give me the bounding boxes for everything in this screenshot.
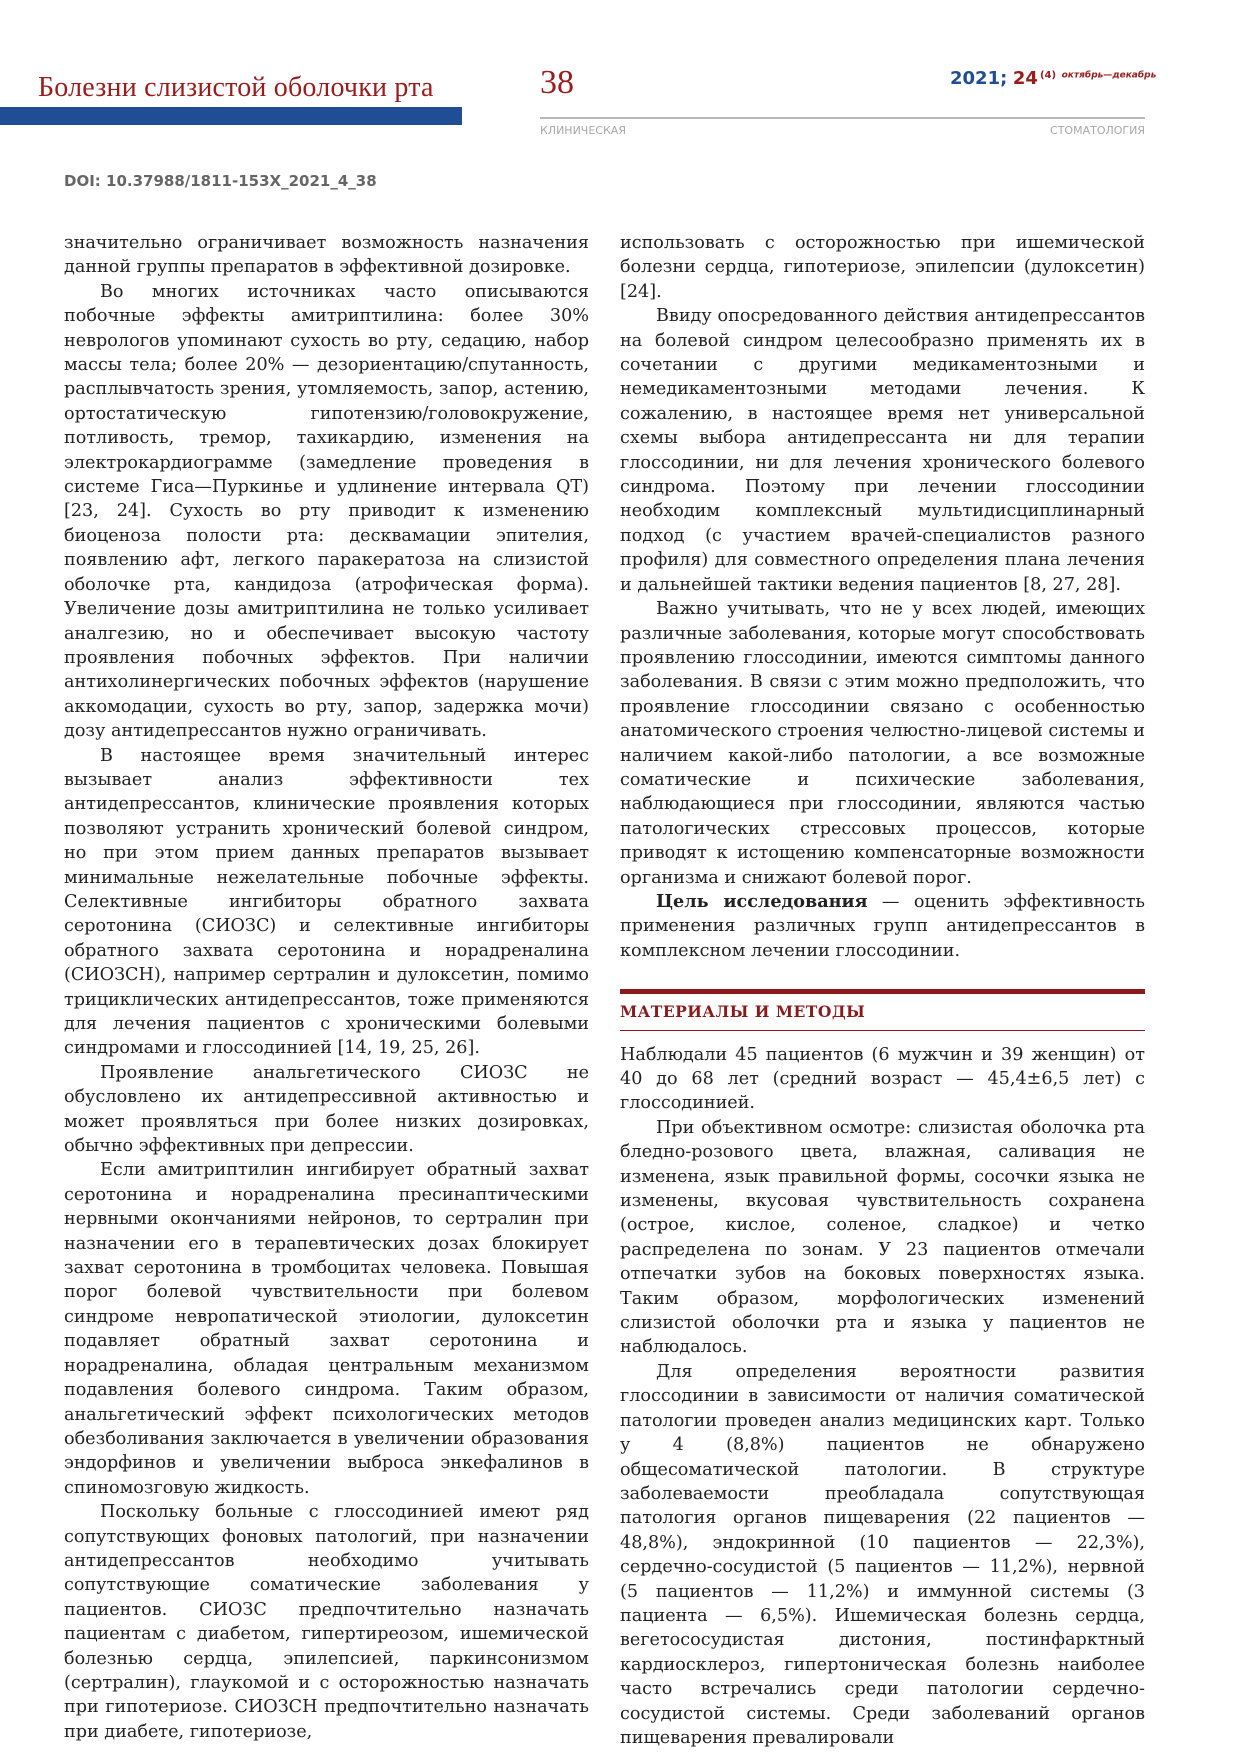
- issue-number: (4): [1039, 69, 1057, 81]
- goal-text: — оценить эффективность применения различных групп антидепрессантов в комплексном лечении глоссодинии.: [620, 891, 1146, 961]
- paragraph: Для определения вероятности развития глоссодинии в зависимости от наличия соматической патологии проведен анализ медицинских карт. Только у 4 (8,8%) пациентов не обнаружено общесоматической патологии. В структуре заболеваемости преобладала сопутствующая патология органов пищеварения (22 пациентов — 48,8%), эндокринной (10 пациентов — 22,3%), сердечно-сосудистой (5 пациентов — 11,2%), нервной (5 пациентов — 11,2%) и иммунной системы (3 пациента — 6,5%). Ишемическая болезнь сердца, вегетососудистая дистония, постинфарктный кардиосклероз, гипертоническая болезнь наиболее часто встречались среди патологии сердечно-сосудистой системы. Среди заболеваний органов пищеварения превалировали: [620, 1361, 1145, 1748]
- issue-info: [950, 68, 1156, 89]
- right-column: [620, 231, 1145, 1750]
- paragraph: Наблюдали 45 пациентов (6 мужчин и 39 женщин) от 40 до 68 лет (средний возраст — 45,4±6,5 лет) с глоссодинией.: [620, 1044, 1145, 1114]
- section-title: Болезни слизистой оболочки рта: [38, 72, 434, 103]
- left-column: [64, 231, 589, 1744]
- heading-underline: [620, 1030, 1145, 1031]
- materials-title: МАТЕРИАЛЫ И МЕТОДЫ: [620, 1002, 866, 1022]
- goal-label: Цель исследования: [656, 890, 868, 912]
- paragraph: При объективном осмотре: слизистая оболочка рта бледно-розового цвета, влажная, саливация не изменена, язык правильной формы, сосочки языка не изменены, вкусовая чувствительность сохранена (острое, кислое, соленое, сладкое) и четко распределена по зонам. У 23 пациентов отмечали отпечатки зубов на боковых поверхностях языка. Таким образом, морфологических изменений слизистой оболочки рта и языка у пациентов не наблюдалось.: [620, 1117, 1145, 1358]
- header-rule: [540, 117, 1145, 119]
- section-color-bar: [0, 107, 462, 125]
- paragraph: Во многих источниках часто описываются побочные эффекты амитриптилина: более 30% неврологов упоминают сухость во рту, седацию, набор массы тела; более 20% — дезориентацию/спутанность, расплывчатость зрения, утомляемость, запор, астению, ортостатическую гипотензию/головокружение, потливость, тремор, тахикардию, изменения на электрокардиограмме (замедление проведения в системе Гиса—Пуркинье и удлинение интервала QT) [23, 24]. Сухость во рту приводит к изменению биоценоза полости рта: десквамации эпителия, появлению афт, легкого паракератоза на слизистой оболочке рта, кандидоза (атрофическая форма). Увеличение дозы амитриптилина не только усиливает аналгезию, но и обеспечивает высокую частоту проявления побочных эффектов. При наличии антихолинергических побочных эффектов (нарушение аккомодации, сухость во рту, запор, задержка мочи) дозу антидепрессантов нужно ограничивать.: [64, 281, 589, 742]
- goal-paragraph: [620, 890, 1145, 963]
- paragraph: Если амитриптилин ингибирует обратный захват серотонина и норадреналина пресинаптическими нервными окончаниями нейронов, то сертралин при назначении его в терапевтических дозах блокирует захват серотонина в тромбоцитах человека. Повышая порог болевой чувствительности при болевом синдроме невропатической этиологии, дулоксетин подавляет обратный захват серотонина и норадреналина, обладая центральным механизмом подавления болевого синдрома. Таким образом, анальгетический эффект психологических методов обезболивания заключается в увеличении образования эндорфинов и увеличении выброса энкефалинов в спиномозговую жидкость.: [64, 1160, 589, 1498]
- materials-heading: [620, 989, 1145, 1030]
- issue-period: октябрь—декабрь: [1061, 70, 1157, 81]
- paragraph: Поскольку больные с глоссодинией имеют ряд сопутствующих фоновых патологий, при назначении антидепрессантов необходимо учитывать сопутствующие соматические заболевания у пациентов. СИОЗС предпочтительно назначать пациентам с диабетом, гипертиреозом, ишемической болезнью сердца, эпилепсией, паркинсонизмом (сертралин), глаукомой и с осторожностью назначать при гипотериозе. СИОЗСН предпочтительно назначать при диабете, гипотериозе,: [64, 1502, 589, 1742]
- issue-year: 2021;: [950, 68, 1008, 89]
- doi: DOI: 10.37988/1811-153X_2021_4_38: [64, 172, 377, 190]
- journal-name-left: КЛИНИЧЕСКАЯ: [540, 124, 626, 137]
- paragraph: В настоящее время значительный интерес вызывает анализ эффективности тех антидепрессантов, клинические проявления которых позволяют устранить хронический болевой синдром, но при этом прием данных препаратов вызывает минимальные нежелательные побочные эффекты. Селективные ингибиторы обратного захвата серотонина (СИОЗС) и селективные ингибиторы обратного захвата серотонина и норадреналина (СИОЗСН), например сертралин и дулоксетин, помимо трициклических антидепрессантов, тоже применяются для лечения пациентов с хроническими болевыми синдромами и глоссодинией [14, 19, 25, 26].: [64, 745, 589, 1059]
- journal-name-right: СТОМАТОЛОГИЯ: [1050, 124, 1145, 137]
- journal-name: [540, 124, 1145, 137]
- page-number: 38: [540, 64, 574, 101]
- heading-rule: [620, 989, 1145, 994]
- paragraph: Ввиду опосредованного действия антидепрессантов на болевой синдром целесообразно применять их в сочетании с другими медикаментозными и немедикаментозными методами лечения. К сожалению, в настоящее время нет универсальной схемы выбора антидепрессанта ни для терапии глоссодинии, ни для лечения хронического болевого синдрома. Поэтому при лечении глоссодинии необходим комплексный мультидисциплинарный подход (с участием врачей-специалистов разного профиля) для совместного определения плана лечения и дальнейшей тактики ведения пациентов [8, 27, 28].: [620, 306, 1145, 595]
- paragraph: значительно ограничивает возможность назначения данной группы препаратов в эффективной дозировке.: [64, 233, 589, 278]
- paragraph: Проявление анальгетического СИОЗС не обусловлено их антидепрессивной активностью и может проявляться при более низких дозировках, обычно эффективных при депрессии.: [64, 1062, 589, 1157]
- issue-volume: 24: [1012, 68, 1038, 89]
- paragraph: использовать с осторожностью при ишемической болезни сердца, гипотериозе, эпилепсии (дулоксетин) [24].: [620, 233, 1145, 302]
- paragraph: Важно учитывать, что не у всех людей, имеющих различные заболевания, которые могут способствовать проявлению глоссодинии, имеются симптомы данного заболевания. В связи с этим можно предположить, что проявление глоссодинии связано с особенностью анатомического строения челюстно-лицевой системы и наличием какой-либо патологии, а все возможные соматические и психические заболевания, наблюдающиеся при глоссодинии, являются частью патологических стрессовых процессов, которые приводят к истощению компенсаторные возможности организма и снижают болевой порог.: [620, 599, 1145, 888]
